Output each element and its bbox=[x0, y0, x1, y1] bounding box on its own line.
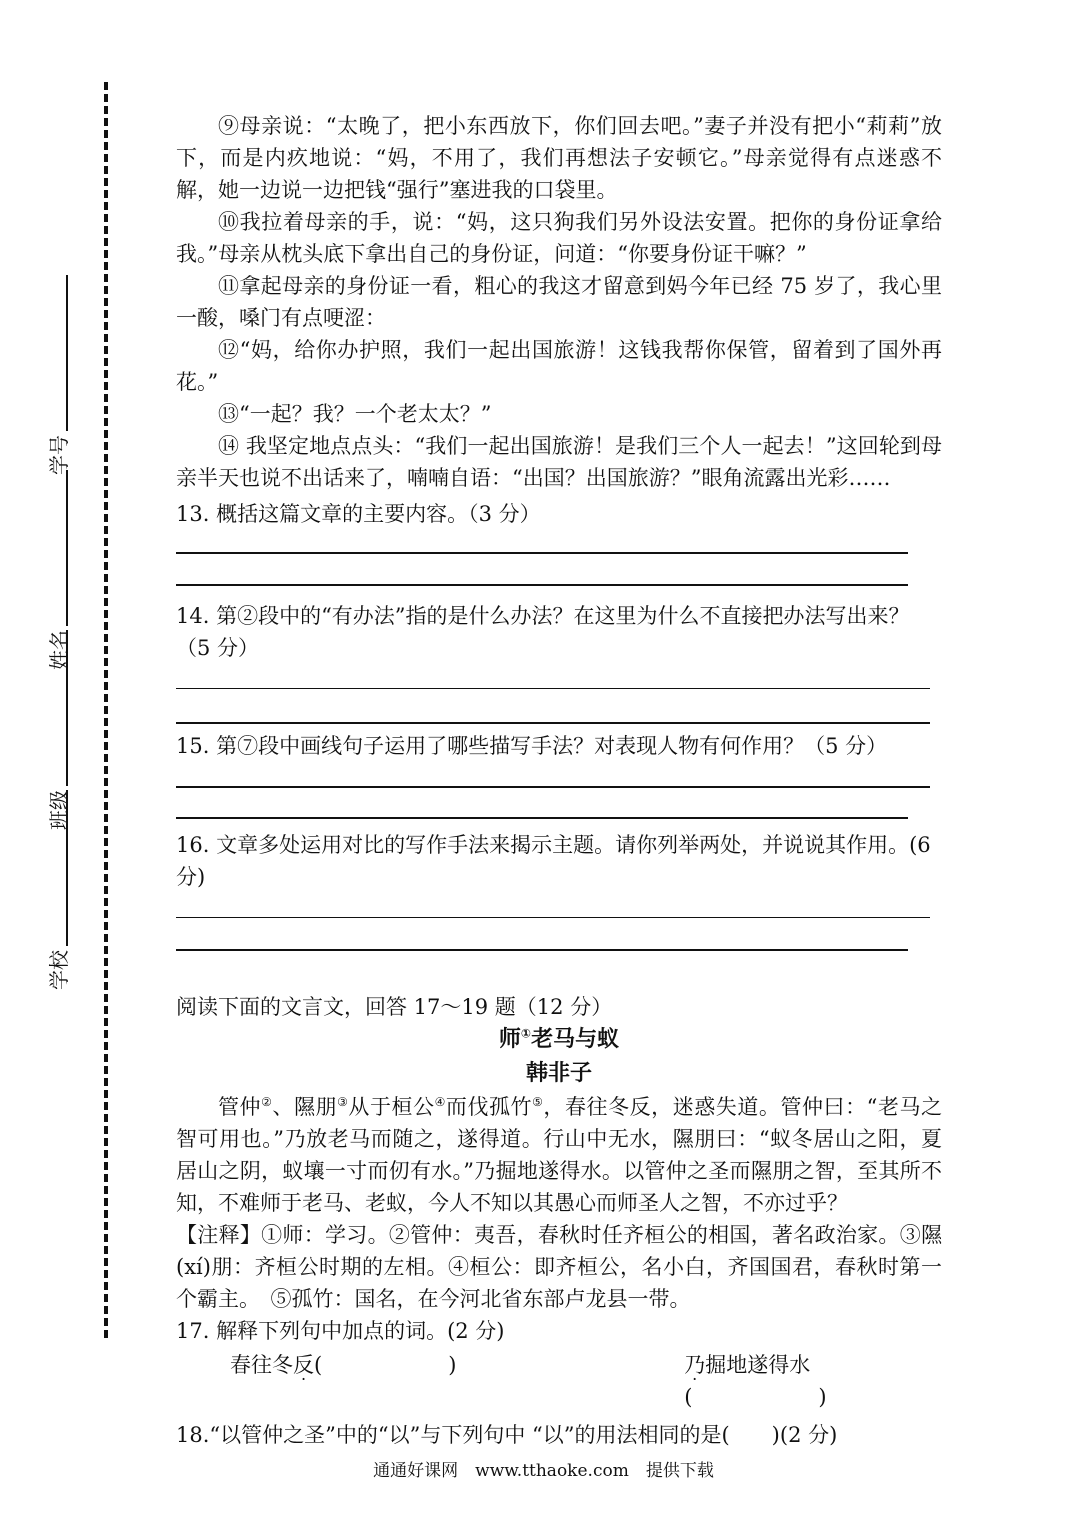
question-14: 14. 第②段中的“有办法”指的是什么办法？在这里为什么不直接把办法写出来？（5 分） bbox=[176, 603, 910, 660]
answer-line[interactable] bbox=[176, 584, 908, 586]
page-footer: 通通好课网 www.tthaoke.com 提供下载 bbox=[373, 1461, 714, 1481]
classical-text bbox=[176, 1091, 942, 1219]
dotted-word: 反 bbox=[293, 1353, 314, 1377]
note-marker: ④ bbox=[434, 1095, 446, 1109]
text-segment: 、隰朋 bbox=[272, 1095, 338, 1119]
title-note-marker: ① bbox=[520, 1026, 532, 1041]
paragraph-10: ⑩我拉着母亲的手，说：“妈，这只狗我们另外设法安置。把你的身份证拿给我。”母亲从枕头底下拿出自己的身份证，问道：“你要身份证干嘛？” bbox=[176, 210, 942, 266]
school-blank[interactable] bbox=[66, 790, 68, 946]
student-id-field[interactable] bbox=[48, 275, 72, 475]
q17-item-2-blank[interactable]: ( ) bbox=[684, 1385, 827, 1409]
note-marker: ② bbox=[261, 1095, 273, 1109]
classical-notes: 【注释】①师：学习。②管仲：夷吾，春秋时任齐桓公的相国，著名政治家。③隰(xí)朋：齐桓公时期的左相。④桓公：即齐桓公，名小白，齐国国君，春秋时第一个霸主。 ⑤孤竹：国名，在今河北省东部卢龙县一带。 bbox=[176, 1223, 942, 1311]
text-segment: 而伐孤竹 bbox=[445, 1095, 533, 1119]
title-part-2: 老马与蚁 bbox=[531, 1027, 620, 1052]
paragraph-14: ⑭ 我坚定地点点头：“我们一起出国旅游！是我们三个人一起去！”这回轮到母亲半天也说不出话来了，喃喃自语：“出国？出国旅游？”眼角流露出光彩…… bbox=[176, 434, 942, 490]
q17-item-2 bbox=[684, 1349, 942, 1413]
school-label: 学校 bbox=[47, 950, 71, 990]
q17-item-1-blank[interactable]: ( ) bbox=[314, 1353, 457, 1377]
note-marker: ③ bbox=[337, 1095, 349, 1109]
note-marker: ⑤ bbox=[532, 1095, 544, 1109]
answer-line[interactable] bbox=[176, 949, 908, 951]
name-blank[interactable] bbox=[66, 470, 68, 626]
question-18: 18.“以管仲之圣”中的“以”与下列句中 “以”的用法相同的是( )(2 分) bbox=[176, 1423, 838, 1447]
classical-intro: 阅读下面的文言文，回答 17～19 题（12 分） bbox=[176, 995, 613, 1019]
q17-item-1 bbox=[230, 1349, 614, 1413]
title-part-1: 师 bbox=[498, 1027, 521, 1052]
paragraph-9: ⑨母亲说：“太晚了，把小东西放下，你们回去吧。”妻子并没有把小“莉莉”放下，而是内疚地说：“妈，不用了，我们再想法子安顿它。”母亲觉得有点迷惑不解，她一边说一边把钱“强行”塞进我的口袋里。 bbox=[176, 114, 942, 202]
question-13: 13. 概括这篇文章的主要内容。（3 分） bbox=[176, 502, 541, 526]
paragraph-11: ⑪拿起母亲的身份证一看，粗心的我这才留意到妈今年已经 75 岁了，我心里一酸，嗓门有点哽涩： bbox=[176, 274, 942, 330]
question-17-items bbox=[176, 1349, 942, 1413]
student-id-blank[interactable] bbox=[66, 275, 68, 431]
student-id-label: 学号 bbox=[47, 435, 71, 475]
text-segment: 从于桓公 bbox=[348, 1095, 435, 1119]
answer-line[interactable] bbox=[176, 722, 930, 724]
paragraph-13: ⑬“一起？我？一个老太太？” bbox=[218, 402, 492, 426]
question-16: 16. 文章多处运用对比的写作手法来揭示主题。请你列举两处，并说说其作用。(6 分) bbox=[176, 832, 931, 889]
dotted-word: 乃 bbox=[684, 1353, 706, 1377]
answer-line[interactable] bbox=[176, 688, 930, 690]
answer-line[interactable] bbox=[176, 552, 908, 554]
answer-line[interactable] bbox=[176, 817, 908, 819]
exam-content bbox=[176, 110, 942, 1451]
question-17: 17. 解释下列句中加点的词。(2 分) bbox=[176, 1319, 505, 1343]
binding-dashed-line bbox=[104, 82, 108, 1338]
text-segment: ，春往冬反，迷惑失道。管仲曰：“老马之智可用也。”乃放老马而随之，遂得道。行山中无水，隰朋曰：“蚁冬居山之阳，夏居山之阴，蚁壤一寸而仞有水。”乃掘地遂得水。以管仲之圣而隰朋之智，至其所不知，不难师于老马、老蚁，今人不知以其愚心而师圣人之智，不亦过乎？ bbox=[176, 1095, 943, 1215]
answer-line[interactable] bbox=[176, 786, 930, 788]
answer-line[interactable] bbox=[176, 917, 930, 919]
classical-author: 韩非子 bbox=[525, 1061, 592, 1086]
school-field[interactable] bbox=[48, 790, 72, 990]
classical-title bbox=[176, 1023, 942, 1057]
name-label: 姓名 bbox=[47, 630, 71, 670]
class-label: 班级 bbox=[47, 790, 71, 830]
class-blank[interactable] bbox=[66, 630, 68, 786]
paragraph-12: ⑫“妈，给你办护照，我们一起出国旅游！这钱我帮你保管，留着到了国外再花。” bbox=[176, 338, 942, 394]
q17-item-2-text: 掘地遂得水 bbox=[705, 1353, 811, 1377]
q17-item-1-text: 春往冬 bbox=[230, 1353, 293, 1377]
text-segment: 管仲 bbox=[218, 1095, 262, 1119]
question-15: 15. 第⑦段中画线句子运用了哪些描写手法？对表现人物有何作用？（5 分） bbox=[176, 734, 888, 758]
